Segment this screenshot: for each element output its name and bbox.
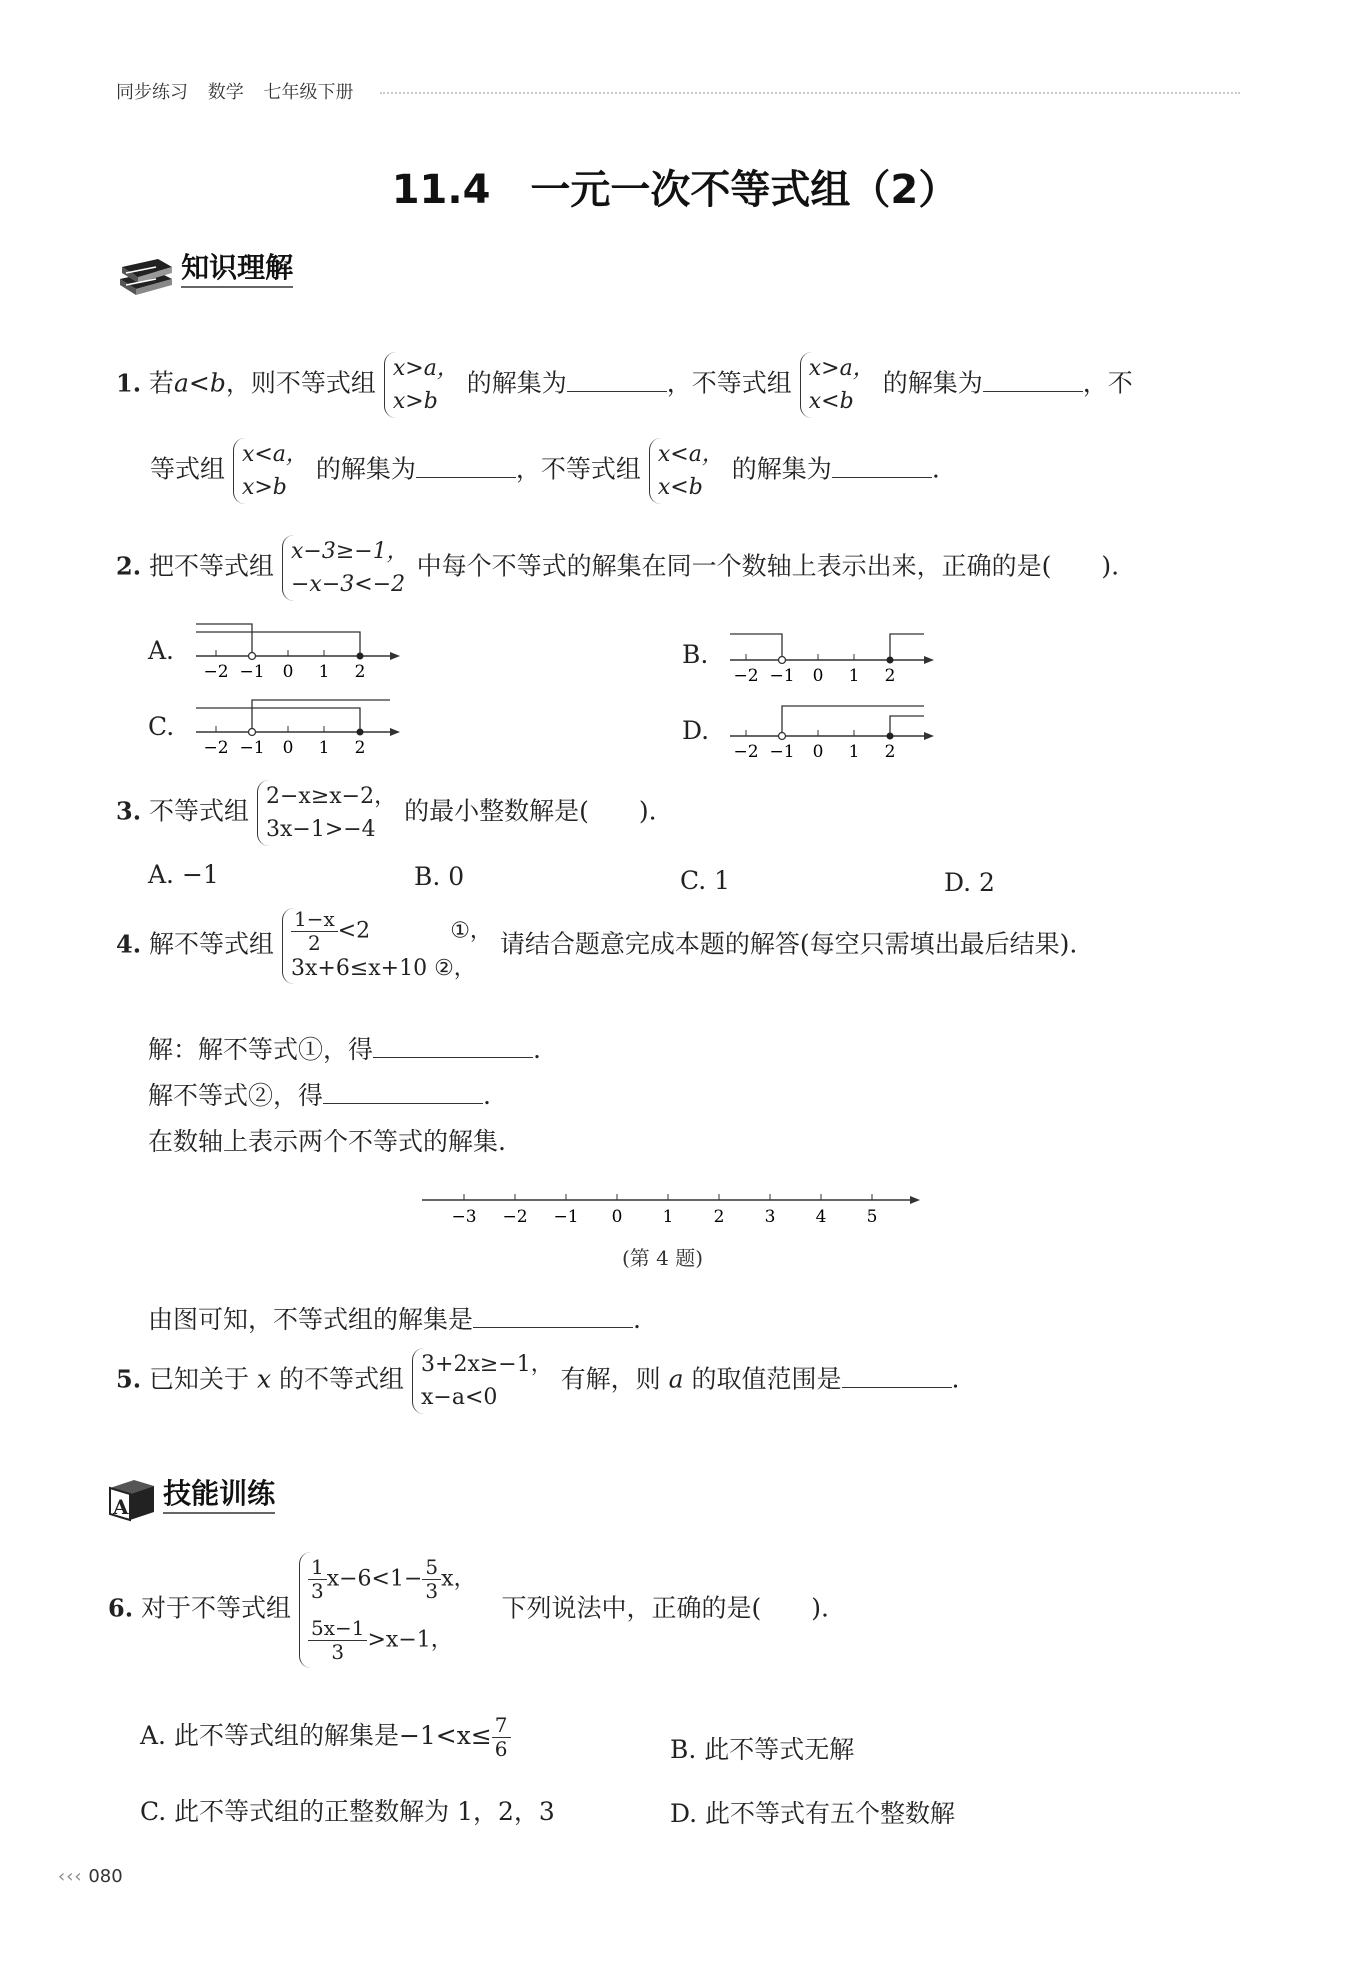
q4-blank-2[interactable] [323, 1081, 483, 1104]
q1-blank-2[interactable] [983, 369, 1083, 392]
q2-option-b-label[interactable]: B. [682, 640, 709, 669]
q2-text: 把不等式组 [149, 551, 275, 581]
q1-text: 的解集为 [731, 454, 832, 484]
q2-text: 中每个不等式的解集在同一个数轴上表示出来，正确的是( ). [416, 551, 1120, 581]
q6-option-a[interactable]: A. 此不等式组的解集是−1<x≤ $\frac{7}{6}$ [140, 1714, 511, 1761]
question-2 [116, 535, 1119, 601]
q4-line3: 在数轴上表示两个不等式的解集. [148, 1127, 506, 1156]
header-subject: 数学 [207, 82, 244, 103]
section-title-knowledge: 知识理解 [181, 251, 293, 288]
running-header [116, 78, 353, 104]
q1-blank-3[interactable] [416, 455, 516, 478]
question-1-line2 [150, 438, 940, 504]
q4-number: 4. [116, 929, 142, 959]
q4-text: 由图可知，不等式组的解集是 [148, 1305, 474, 1334]
q3-system: 2−x≥x−2， 3x−1>−4 [257, 780, 396, 846]
q1-system-c: x<a， x>b [233, 438, 308, 504]
q3-option-c[interactable]: C. 1 [680, 866, 731, 895]
q4-blank-1[interactable] [373, 1035, 533, 1058]
tick-label: −1 [769, 742, 795, 762]
q4-system: $\frac{1-x}{2}$ <2 ①， 3x+6≤x+10 ②， [282, 908, 492, 984]
q1-text: ，不等式组 [666, 368, 792, 398]
q3-number: 3. [116, 796, 142, 826]
tick-label: −1 [769, 666, 795, 686]
tick-label: 1 [662, 1207, 674, 1227]
q2-system: x−3≥−1， −x−3<−2 [282, 535, 409, 601]
q1-text: 的解集为 [315, 454, 416, 484]
q4-line2: 解不等式②，得 . [148, 1081, 491, 1110]
q5-text: 已知关于 [149, 1364, 250, 1394]
header-rule [380, 92, 1240, 94]
tick-label: 1 [848, 666, 860, 686]
q6-text: 下列说法中，正确的是( ). [501, 1593, 829, 1623]
tick-label: 3 [764, 1207, 776, 1227]
section-skills [104, 1472, 275, 1524]
q6-option-c[interactable]: C. 此不等式组的正整数解为 1，2，3 [140, 1797, 555, 1826]
q3-text: 的最小整数解是( ). [404, 796, 657, 826]
tick-label: 4 [815, 1207, 827, 1227]
tick-label: 2 [884, 666, 896, 686]
tick-label: −2 [733, 666, 759, 686]
q2-option-d-label[interactable]: D. [682, 716, 710, 745]
q6-text: 对于不等式组 [141, 1593, 292, 1623]
q2-option-d-numberline[interactable] [726, 696, 936, 766]
q1-text: ，则不等式组 [225, 368, 376, 398]
page-number: 080 [88, 1866, 123, 1887]
cube-a-icon [104, 1474, 158, 1524]
q6-option-b[interactable]: B. 此不等式无解 [670, 1735, 855, 1764]
tick-label: −2 [502, 1207, 528, 1227]
q2-option-a-numberline[interactable] [192, 616, 402, 686]
page-footer [58, 1866, 123, 1887]
tick-label: −2 [203, 738, 229, 758]
page-title [0, 158, 1350, 215]
tick-label: 2 [713, 1207, 725, 1227]
q1-blank-4[interactable] [832, 455, 932, 478]
tick-label: 2 [354, 662, 366, 682]
tick-label: 0 [611, 1207, 623, 1227]
footer-arrows: ‹‹‹ [58, 1866, 83, 1887]
q4-text: 解不等式②，得 [148, 1081, 324, 1110]
q5-system: 3+2x≥−1， x−a<0 [412, 1348, 553, 1414]
q3-option-b[interactable]: B. 0 [414, 862, 465, 891]
q1-text: ，不 [1082, 368, 1133, 398]
q2-option-c-numberline[interactable] [192, 692, 402, 762]
q4-text: 解不等式组 [149, 929, 275, 959]
q2-option-a-label[interactable]: A. [148, 636, 175, 665]
q4-caption: (第 4 题) [622, 1246, 704, 1270]
question-6 [108, 1552, 829, 1668]
tick-label: 1 [318, 738, 330, 758]
question-5: 5. 已知关于 x 的不等式组 3+2x≥−1， x−a<0 有解，则 a 的取值范围是 . [116, 1348, 959, 1414]
question-3 [116, 780, 657, 846]
q5-text: 的不等式组 [279, 1364, 405, 1394]
q5-text: 有解，则 [560, 1364, 661, 1394]
q1-condition: a<b [174, 368, 226, 398]
q5-blank[interactable] [842, 1365, 952, 1388]
q1-system-b: x>a， x<b [800, 352, 875, 418]
tick-label: −1 [239, 738, 265, 758]
tick-label: −2 [203, 662, 229, 682]
q1-text: 的解集为 [882, 368, 983, 398]
q3-text: 不等式组 [149, 796, 250, 826]
q4-text: 请结合题意完成本题的解答(每空只需填出最后结果). [499, 929, 1078, 959]
q6-option-d[interactable]: D. 此不等式有五个整数解 [670, 1799, 956, 1828]
tick-label: 1 [848, 742, 860, 762]
books-icon [116, 249, 176, 297]
tick-label: 0 [812, 666, 824, 686]
q4-text: 解：解不等式①，得 [148, 1035, 374, 1064]
q4-line1: 解：解不等式①，得 . [148, 1035, 541, 1064]
q3-option-d[interactable]: D. 2 [944, 868, 995, 897]
svg-text:A: A [113, 1494, 129, 1519]
q1-text: 若 [149, 368, 175, 398]
q6-number: 6. [108, 1593, 134, 1623]
section-title-skills: 技能训练 [163, 1477, 275, 1514]
q3-option-a[interactable]: A. −1 [148, 860, 219, 889]
q1-text: 等式组 [150, 454, 226, 484]
q2-option-b-numberline[interactable] [726, 620, 936, 690]
q1-system-d: x<a， x<b [649, 438, 724, 504]
q1-text: . [931, 454, 940, 484]
q1-system-a: x>a， x>b [384, 352, 459, 418]
tick-label: −1 [553, 1207, 579, 1227]
q1-blank-1[interactable] [567, 369, 667, 392]
q1-number: 1. [116, 368, 142, 398]
q4-line4: 由图可知，不等式组的解集是 . [148, 1305, 641, 1334]
tick-label: 2 [884, 742, 896, 762]
q2-number: 2. [116, 551, 142, 581]
q5-number: 5. [116, 1364, 142, 1394]
title-text: 一元一次不等式组（2） [530, 167, 959, 213]
tick-marks [216, 650, 360, 656]
header-book: 同步练习 [116, 82, 188, 103]
tick-label: 1 [318, 662, 330, 682]
q4-blank-3[interactable] [473, 1305, 633, 1328]
tick-label: 0 [282, 738, 294, 758]
title-number: 11.4 [391, 167, 491, 213]
section-knowledge [116, 246, 293, 297]
q4-numberline[interactable] [420, 1180, 920, 1240]
tick-label: 2 [354, 738, 366, 758]
q1-text: 的解集为 [466, 368, 567, 398]
question-4 [116, 908, 1077, 984]
tick-label: 0 [812, 742, 824, 762]
q2-option-c-label[interactable]: C. [148, 712, 175, 741]
q1-text: ，不等式组 [515, 454, 641, 484]
tick-label: 5 [866, 1207, 878, 1227]
q5-text: 的取值范围是 [691, 1364, 842, 1394]
tick-label: 0 [282, 662, 294, 682]
question-1-line1 [116, 352, 1133, 418]
q6-system: $\frac{1}{3}$ x−6<1− $\frac{5}{3}$ x， $\frac{5x-1}{3}$ >x−1， [299, 1552, 476, 1668]
tick-label: −2 [733, 742, 759, 762]
header-grade: 七年级下册 [263, 82, 354, 103]
tick-label: −3 [451, 1207, 477, 1227]
tick-label: −1 [239, 662, 265, 682]
